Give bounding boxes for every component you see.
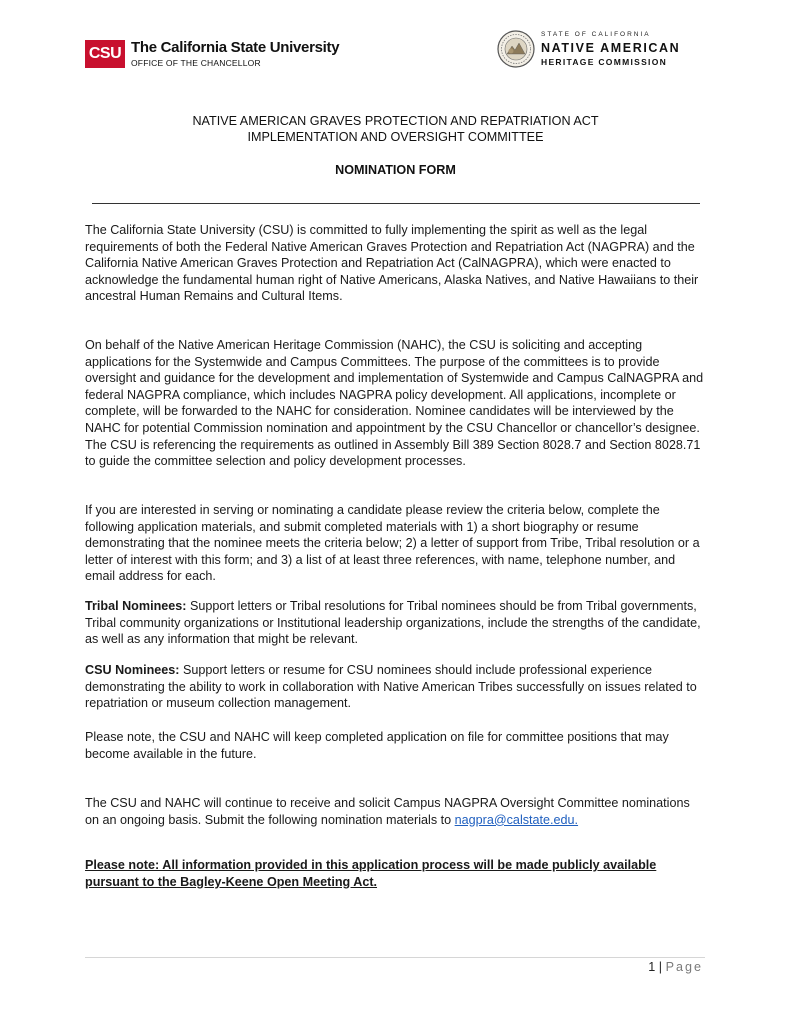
paragraph-intro: The California State University (CSU) is committed to fully implementing the spirit as well as the legal requirements of both the Federal Native American Graves Protection and Repatriation Act (NAGPRA) and the California Native American Graves Protection and Repatriation Act (CalNAGPRA), which were enacted to acknowledge the fundamental human right of Native Americans, Alaska Natives, and Native Hawaiians to their ancestral Human Remains and Cultural Items. xyxy=(85,223,699,304)
paragraph-instructions: If you are interested in serving or nominating a candidate please review the criteria below, complete the following application materials, and submit completed materials with 1) a short biography or resume demonstrating that the nominee meets the criteria below; 2) a letter of support from Tribe, Tribal resolution or a letter of interest with this form; and 3) a list of at least three references, with name, telephone number, and email address for each. xyxy=(85,503,700,584)
paragraph-nahc: On behalf of the Native American Heritage Commission (NAHC), the CSU is soliciting and accepting applications for the Systemwide and Campus Committees. The purpose of the committees is to provide oversight and guidance for the development and implementation of Systemwide and Campus CalNAGPRA and federal NAGPRA compliance, which includes NAGPRA policy development. All applications, incomplete or complete, will be forwarded to the NAHC for consideration. Nominee candidates will be interviewed by the NAHC for potential Commission nomination and appointment by the CSU Chancellor or chancellor’s designee. The CSU is referencing the requirements as outlined in Assembly Bill 389 Section 8028.7 and Section 8028.71 to guide the committee selection and policy development processes. xyxy=(85,338,704,469)
page-footer xyxy=(648,960,703,974)
submission-text: The CSU and NAHC will continue to receive and solicit Campus NAGPRA Oversight Committee nominations on an ongoing basis. Submit the following nomination materials to xyxy=(85,796,690,827)
csu-logo xyxy=(85,40,339,68)
footer-separator: | xyxy=(655,960,666,974)
document-title-line1: NATIVE AMERICAN GRAVES PROTECTION AND REPATRIATION ACT xyxy=(192,114,599,128)
page-number: 1 xyxy=(648,960,656,974)
document-title-line2: IMPLEMENTATION AND OVERSIGHT COMMITTEE xyxy=(247,130,544,144)
nahc-logo xyxy=(497,30,680,68)
csu-logo-mark: CSU xyxy=(85,40,125,68)
footer-divider xyxy=(85,957,705,958)
csu-nominees-label: CSU Nominees: xyxy=(85,663,180,677)
csu-nominees-text: Support letters or resume for CSU nominees should include professional experience demonstrating the ability to work in collaboration with Native American Tribes successfully on issues related to repatriation or museum collection management. xyxy=(85,663,697,711)
page-label: Page xyxy=(665,960,703,974)
paragraph-tribal-nominees xyxy=(85,598,705,648)
state-seal-icon xyxy=(497,30,535,68)
paragraph-submission xyxy=(85,795,705,828)
email-link[interactable]: nagpra@calstate.edu. xyxy=(454,812,579,827)
title-divider xyxy=(92,203,700,204)
csu-office: OFFICE OF THE CHANCELLOR xyxy=(131,58,261,69)
form-title: NOMINATION FORM xyxy=(335,163,456,177)
tribal-nominees-text: Support letters or Tribal resolutions for Tribal nominees should be from Tribal governments, Tribal community organizations or Institutional leadership organizations, include the strengths of the candidate, as well as any information that might be relevant. xyxy=(85,599,701,647)
paragraph-csu-nominees xyxy=(85,662,705,712)
tribal-nominees-label: Tribal Nominees: xyxy=(85,599,187,613)
csu-name: The California State University xyxy=(131,39,340,57)
nahc-state: STATE OF CALIFORNIA xyxy=(541,30,651,38)
nahc-commission: HERITAGE COMMISSION xyxy=(541,56,668,67)
paragraph-public-notice: Please note: All information provided in this application process will be made publicly available pursuant to the Bagley-Keene Open Meeting Act. xyxy=(85,858,657,889)
nahc-name: NATIVE AMERICAN xyxy=(541,41,681,56)
paragraph-note: Please note, the CSU and NAHC will keep completed application on file for committee positions that may become available in the future. xyxy=(85,730,669,761)
